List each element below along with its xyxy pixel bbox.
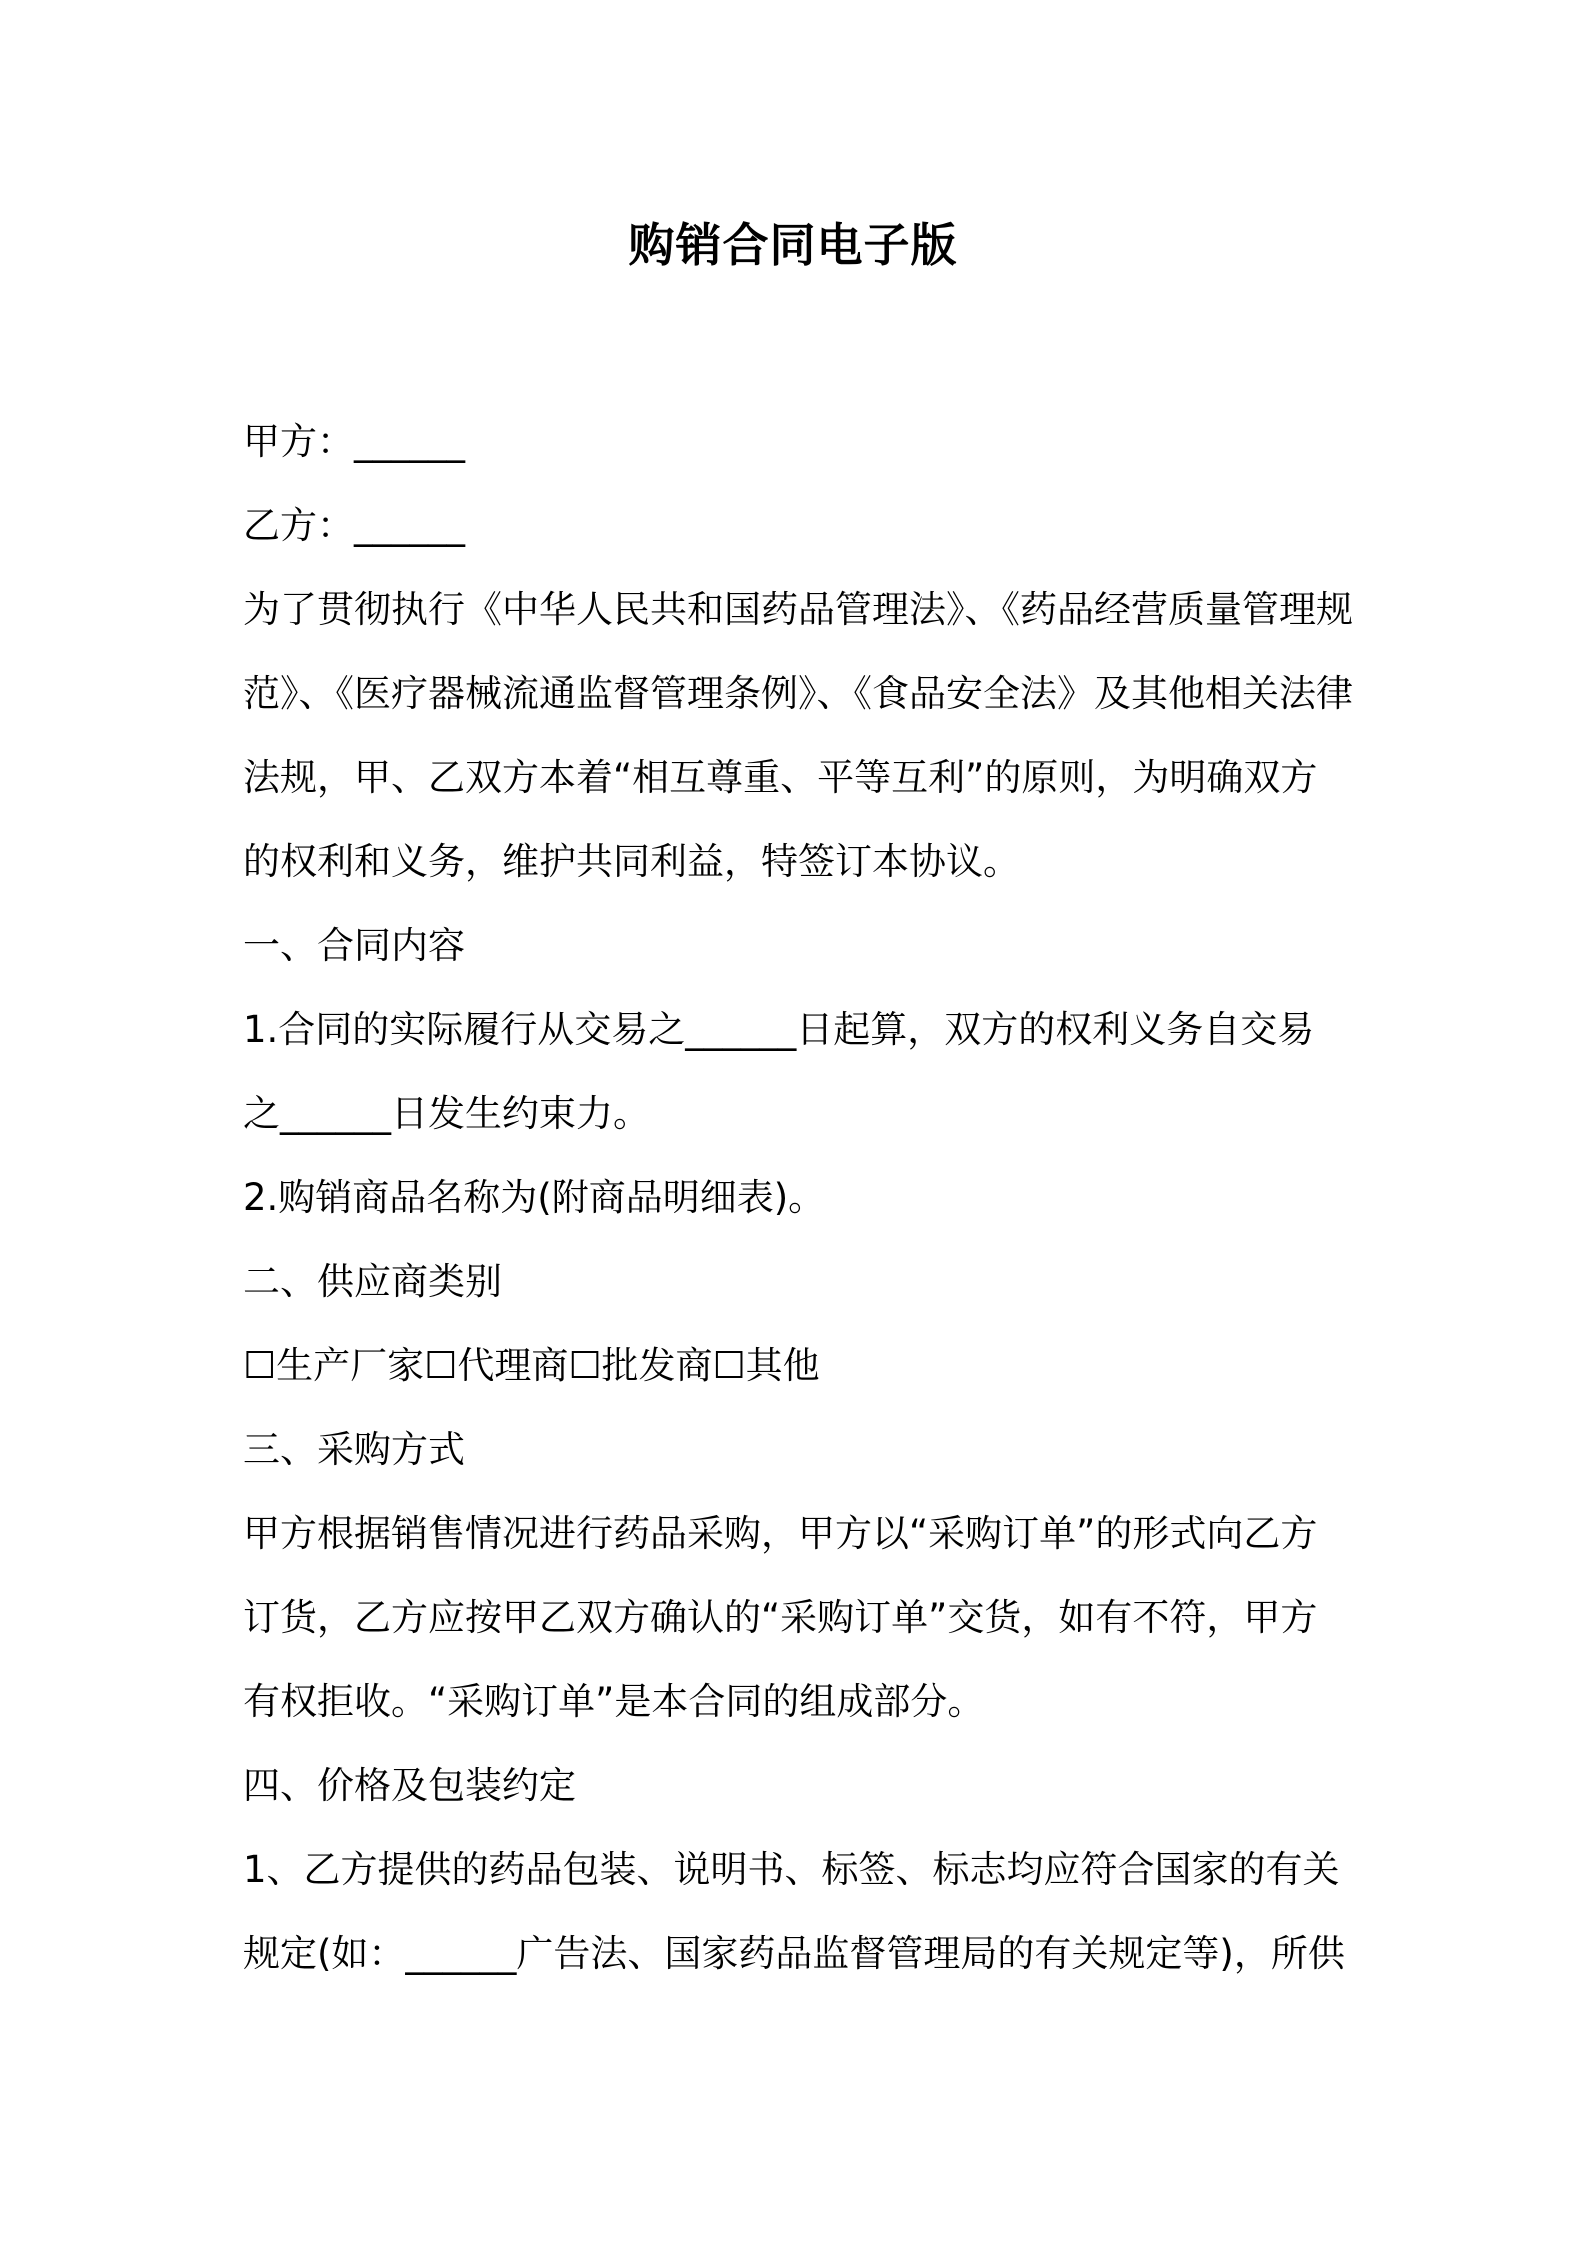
purchase-method-line-1: 甲方根据销售情况进行药品采购，甲方以“采购订单”的形式向乙方 — [243, 1512, 1318, 1555]
section-heading-purchase-method: 三、采购方式 — [243, 1428, 465, 1471]
clause-4-1-line-1: 1、乙方提供的药品包装、说明书、标签、标志均应符合国家的有关 — [243, 1848, 1340, 1891]
preamble-line-4: 的权利和义务，维护共同利益，特签订本协议。 — [243, 840, 1020, 883]
preamble-line-1: 为了贯彻执行《中华人民共和国药品管理法》、《药品经营质量管理规 — [243, 588, 1353, 631]
section-heading-supplier-type: 二、供应商类别 — [243, 1260, 502, 1303]
section-heading-price-packaging: 四、价格及包装约定 — [243, 1764, 576, 1807]
purchase-method-line-3: 有权拒收。“采购订单”是本合同的组成部分。 — [243, 1680, 985, 1723]
purchase-method-line-2: 订货，乙方应按甲乙双方确认的“采购订单”交货，如有不符，甲方 — [243, 1596, 1318, 1639]
clause-1-2: 2.购销商品名称为(附商品明细表)。 — [243, 1176, 826, 1219]
supplier-type-options: ☐生产厂家☐代理商☐批发商☐其他 — [243, 1344, 820, 1387]
party-b-line: 乙方：______ — [243, 504, 465, 547]
document-body — [243, 400, 1353, 1996]
document-title: 购销合同电子版 — [628, 218, 958, 272]
section-heading-contract-content: 一、合同内容 — [243, 924, 465, 967]
clause-1-1-line-1: 1.合同的实际履行从交易之______日起算，双方的权利义务自交易 — [243, 1008, 1315, 1051]
preamble-line-3: 法规，甲、乙双方本着“相互尊重、平等互利”的原则，为明确双方 — [243, 756, 1318, 799]
clause-1-1-line-2: 之______日发生约束力。 — [243, 1092, 650, 1135]
party-a-line: 甲方：______ — [243, 420, 465, 463]
clause-4-1-line-2: 规定(如：______广告法、国家药品监督管理局的有关规定等)，所供 — [243, 1932, 1345, 1975]
preamble-line-2: 范》、《医疗器械流通监督管理条例》、《食品安全法》及其他相关法律 — [243, 672, 1353, 715]
